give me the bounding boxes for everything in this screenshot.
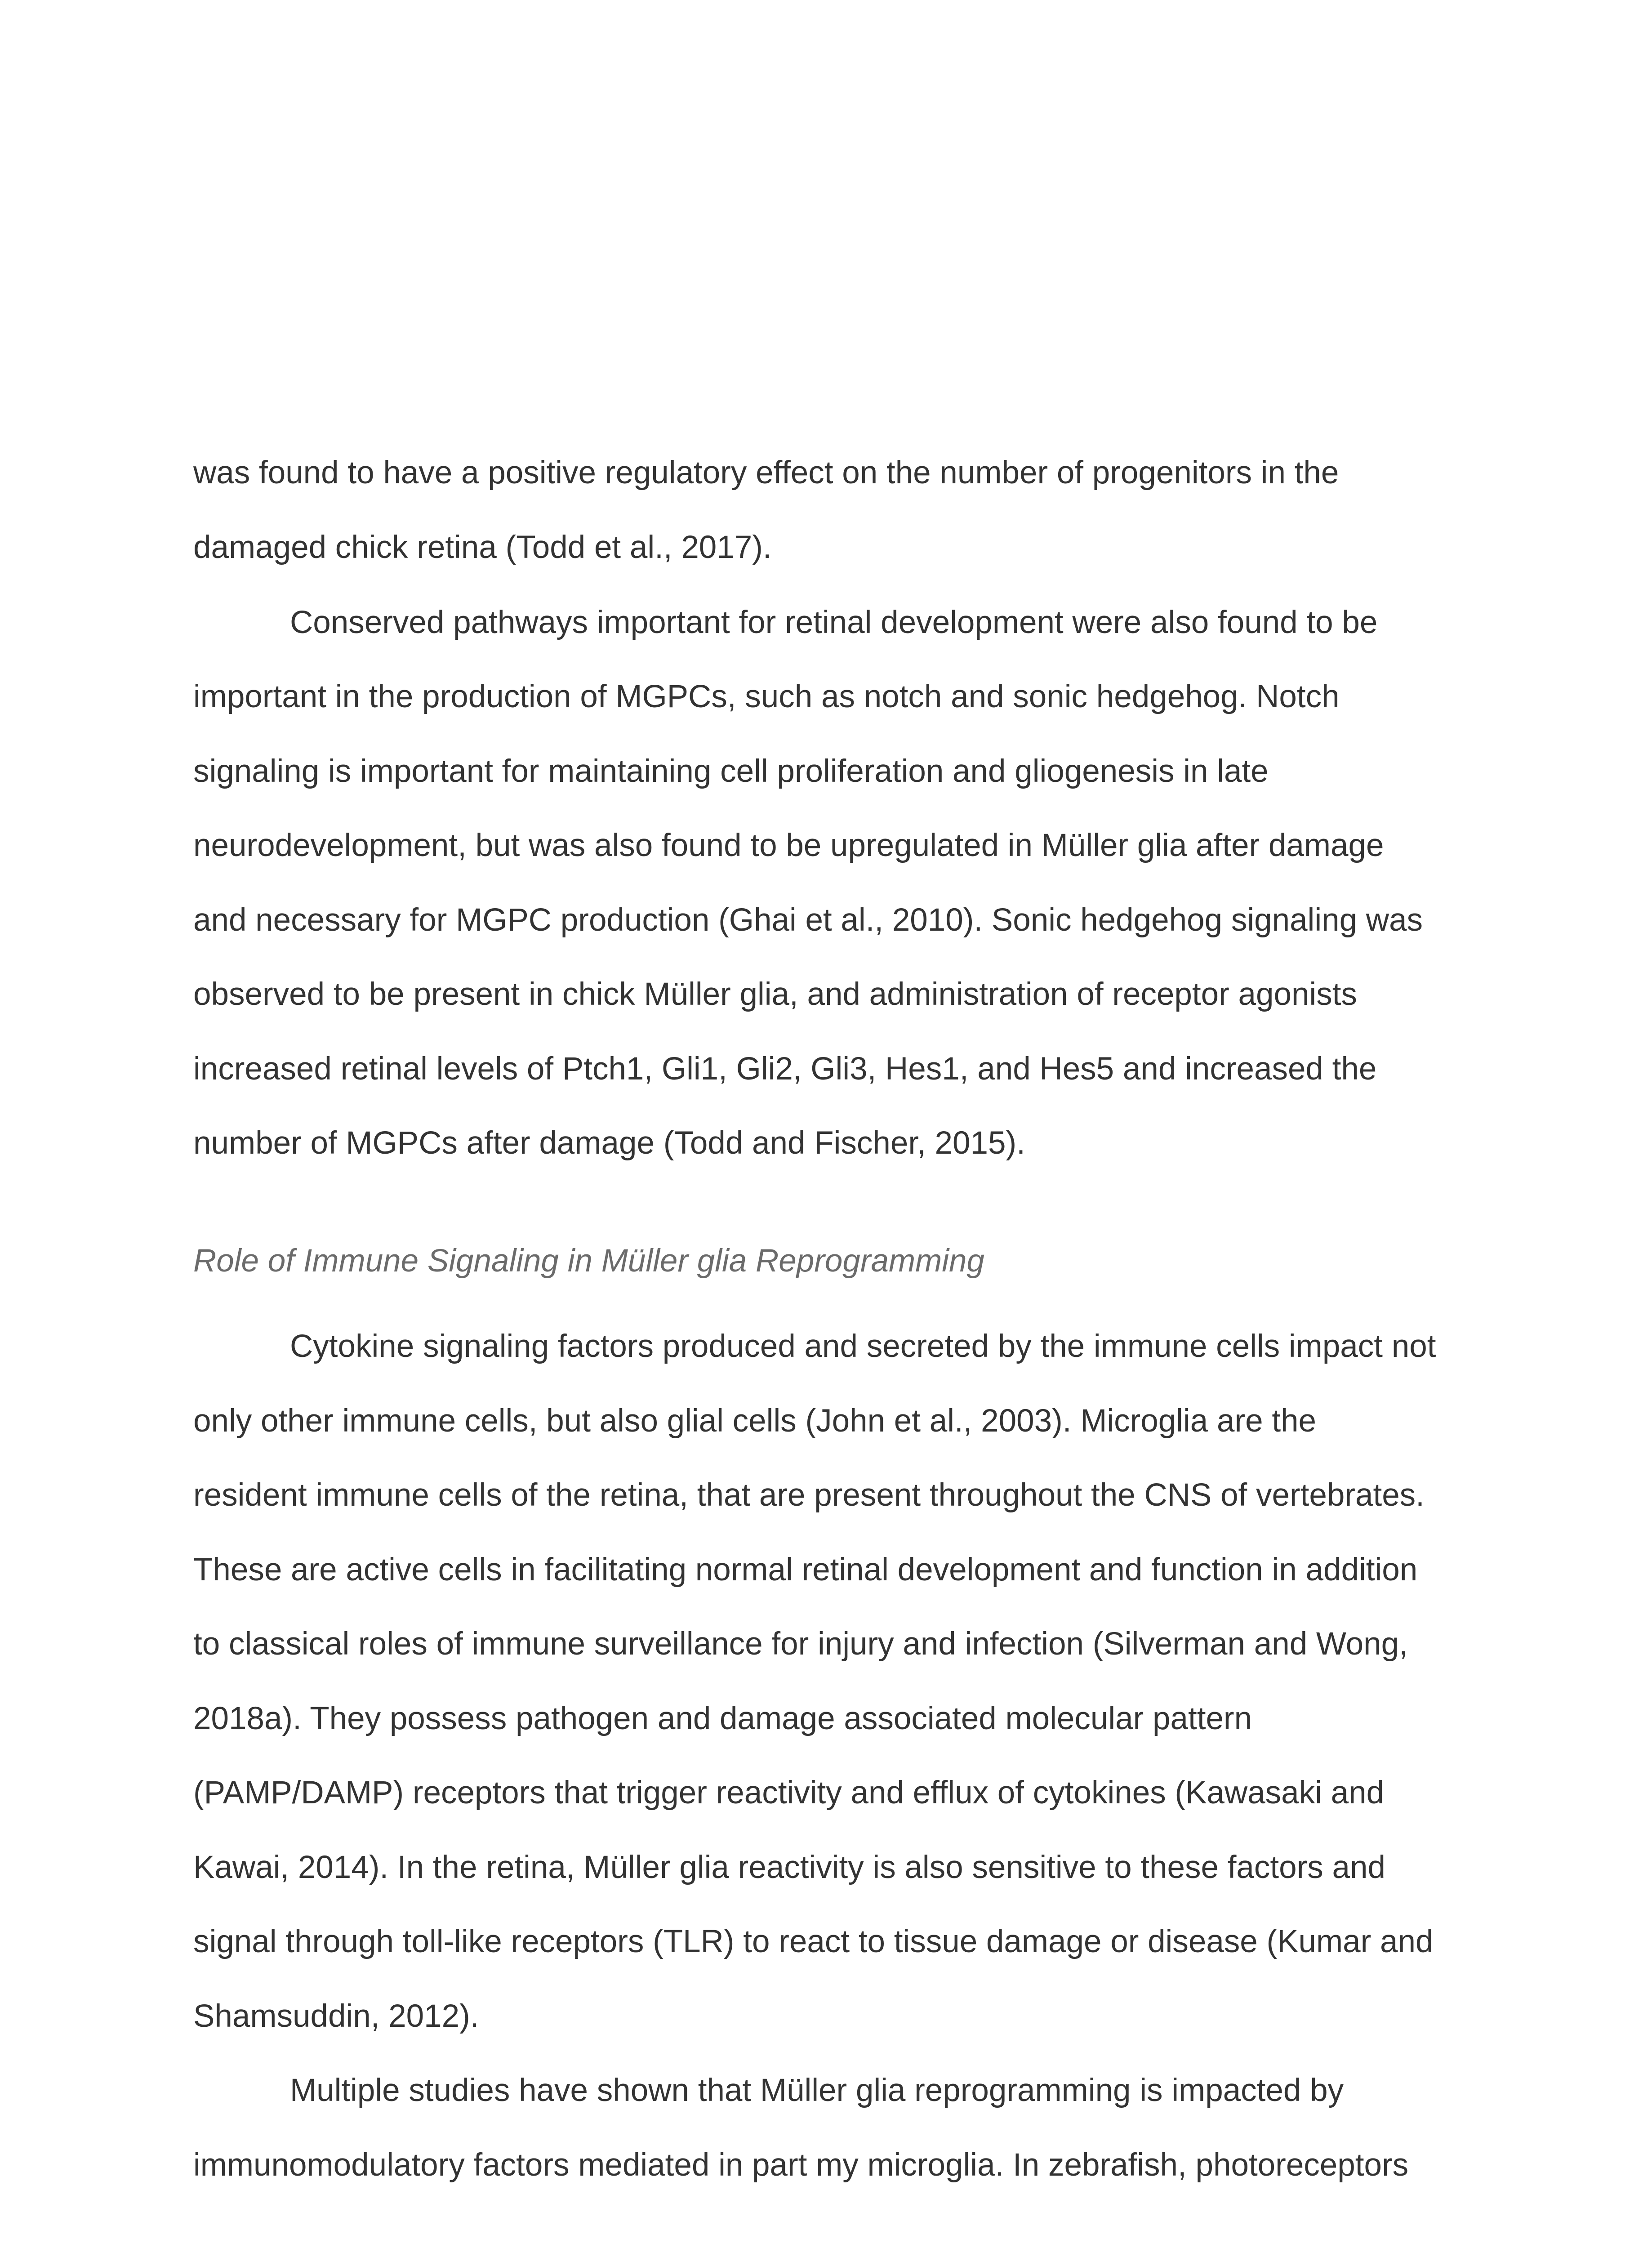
text-line: resident immune cells of the retina, that are present throughout the CNS of vertebrates. <box>193 1477 1425 1513</box>
text-line: number of MGPCs after damage (Todd and Fischer, 2015). <box>193 1125 1025 1161</box>
text-line: These are active cells in facilitating normal retinal development and function in addition <box>193 1552 1418 1588</box>
text-line: (PAMP/DAMP) receptors that trigger reactivity and efflux of cytokines (Kawasaki and <box>193 1775 1385 1811</box>
text-line: important in the production of MGPCs, such as notch and sonic hedgehog. Notch <box>193 679 1340 714</box>
text-line: was found to have a positive regulatory effect on the number of progenitors in the <box>193 455 1339 491</box>
text-line: only other immune cells, but also glial cells (John et al., 2003). Microglia are the <box>193 1403 1317 1439</box>
text-line: neurodevelopment, but was also found to be upregulated in Müller glia after damage <box>193 828 1384 863</box>
text-line: Multiple studies have shown that Müller glia reprogramming is impacted by <box>290 2073 1344 2108</box>
text-line: Shamsuddin, 2012). <box>193 1998 479 2034</box>
text-line: increased retinal levels of Ptch1, Gli1, Gli2, Gli3, Hes1, and Hes5 and increased the <box>193 1051 1377 1087</box>
text-line: to classical roles of immune surveillance for injury and infection (Silverman and Wong, <box>193 1626 1408 1662</box>
text-line: observed to be present in chick Müller glia, and administration of receptor agonists <box>193 977 1357 1012</box>
text-line: damaged chick retina (Todd et al., 2017). <box>193 530 772 565</box>
text-line: signaling is important for maintaining cell proliferation and gliogenesis in late <box>193 754 1269 789</box>
text-line: immunomodulatory factors mediated in part my microglia. In zebrafish, photoreceptors <box>193 2147 1409 2183</box>
text-line: Kawai, 2014). In the retina, Müller glia reactivity is also sensitive to these factors and <box>193 1850 1385 1885</box>
text-line: Conserved pathways important for retinal development were also found to be <box>290 605 1378 640</box>
text-line: Cytokine signaling factors produced and secreted by the immune cells impact not <box>290 1329 1436 1364</box>
text-line: signal through toll-like receptors (TLR) to react to tissue damage or disease (Kumar and <box>193 1924 1434 1959</box>
text-line: and necessary for MGPC production (Ghai et al., 2010). Sonic hedgehog signaling was <box>193 902 1423 938</box>
text-line: 2018a). They possess pathogen and damage associated molecular pattern <box>193 1701 1252 1736</box>
section-heading: Role of Immune Signaling in Müller glia Reprogramming <box>193 1243 985 1279</box>
